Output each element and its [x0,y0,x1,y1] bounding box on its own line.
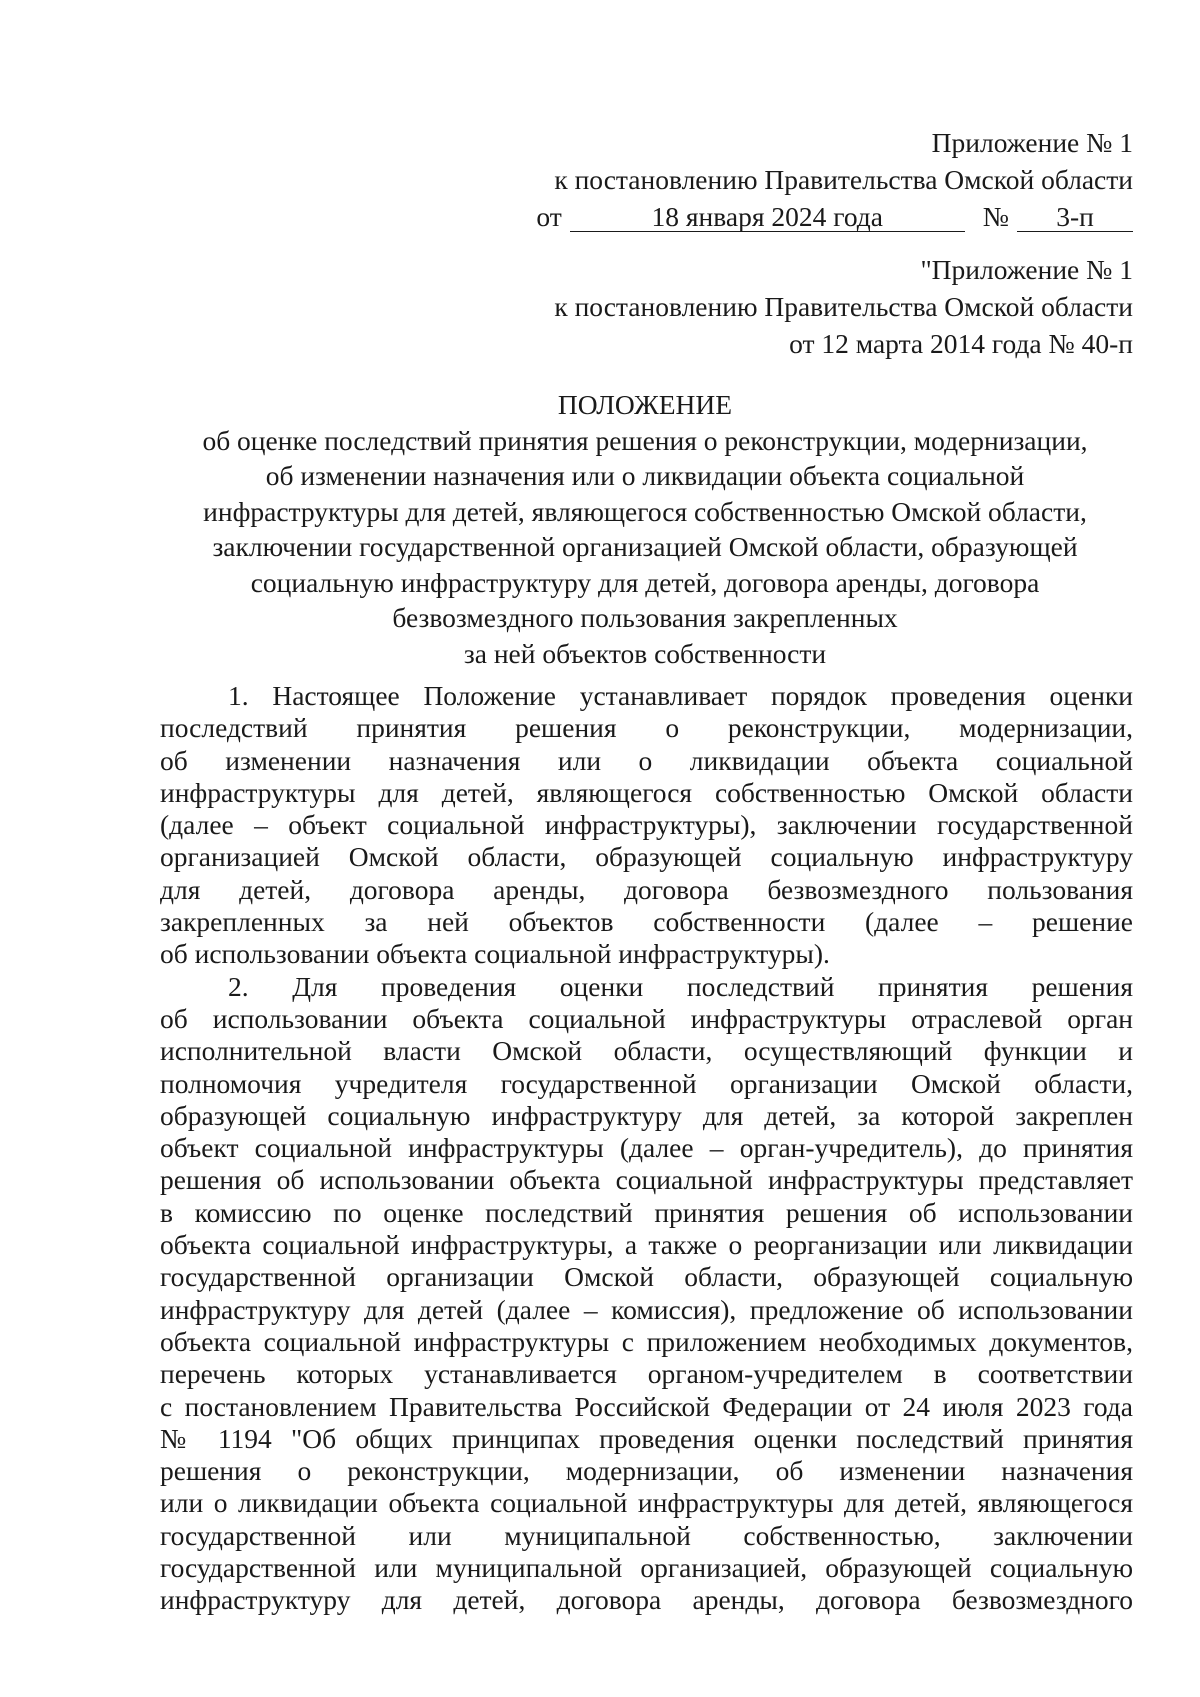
paragraph-line: последствий принятия решения о реконструкции, модернизации, [160,712,1133,744]
paragraph-line: об изменении назначения или о ликвидации объекта социальной [160,744,1133,776]
paragraph-line: решения об использовании объекта социальной инфраструктуры представляет [160,1164,1133,1196]
title-line: об оценке последствий принятия решения о реконструкции, модернизации, [202,424,1088,456]
original-appendix-date: от 12 марта 2014 года № 40-п [789,328,1133,359]
paragraph-line: инфраструктуру для детей, договора аренды, договора безвозмездного [160,1584,1133,1616]
paragraph-line: образующей социальную инфраструктуру для детей, за которой закреплен [160,1099,1133,1131]
title-line: инфраструктуры для детей, являющегося собственностью Омской области, [203,495,1087,527]
appendix-header-original [554,251,1133,362]
paragraph-line: для детей, договора аренды, договора безвозмездного пользования [160,873,1133,905]
paragraph-line: 2. Для проведения оценки последствий принятия решения [228,970,1133,1002]
paragraph-line: перечень которых устанавливается органом-учредителем в соответствии [160,1358,1133,1390]
paragraph-line: государственной или муниципальной собственностью, заключении [160,1519,1133,1551]
paragraph-line: инфраструктуры для детей, являющегося собственностью Омской области [160,776,1133,808]
paragraph-line: инфраструктуру для детей (далее – комиссия), предложение об использовании [160,1293,1133,1325]
date-prefix: от [536,201,562,232]
paragraph-line: организацией Омской области, образующей социальную инфраструктуру [160,841,1133,873]
title-heading: ПОЛОЖЕНИЕ [557,389,733,420]
number-sign: № [982,201,1009,232]
paragraph-line: государственной или муниципальной организацией, образующей социальную [160,1552,1133,1584]
paragraph-line: объекта социальной инфраструктуры с приложением необходимых документов, [160,1325,1133,1357]
title-line: об изменении назначения или о ликвидации объекта социальной [265,460,1025,491]
paragraph-line: (далее – объект социальной инфраструктуры), заключении государственной [160,809,1133,841]
appendix-header-current [536,124,1133,235]
paragraph-line: исполнительной власти Омской области, осуществляющий функции и [160,1035,1133,1067]
paragraph-line: решения о реконструкции, модернизации, об изменении назначения [160,1455,1133,1487]
appendix-title: Приложение № 1 [931,127,1133,158]
paragraph-line: или о ликвидации объекта социальной инфраструктуры для детей, являющегося [160,1487,1133,1519]
decree-number: 3-п [1017,203,1133,232]
document-title [120,387,1170,671]
title-line: социальную инфраструктуру для детей, договора аренды, договора [250,566,1040,598]
paragraph-line: полномочия учредителя государственной организации Омской области, [160,1067,1133,1099]
paragraph-line: объект социальной инфраструктуры (далее – орган-учредитель), до принятия [160,1132,1133,1164]
paragraph-line: 1. Настоящее Положение устанавливает порядок проведения оценки [228,680,1133,711]
paragraph-line: об использовании объекта социальной инфраструктуры). [160,938,830,970]
paragraph-line: государственной организации Омской области, образующей социальную [160,1261,1133,1293]
decree-date: 18 января 2024 года [570,203,965,232]
title-line: безвозмездного пользования закрепленных [392,602,898,633]
paragraph-line: объекта социальной инфраструктуры, а также о реорганизации или ликвидации [160,1229,1133,1261]
paragraph-line: с постановлением Правительства Российской Федерации от 24 июля 2023 года [160,1390,1133,1422]
original-appendix-title: "Приложение № 1 [920,254,1133,285]
appendix-decree-ref: к постановлению Правительства Омской области [554,164,1133,195]
title-line: за ней объектов собственности [463,637,827,669]
title-line: заключении государственной организацией Омской области, образующей [212,531,1078,562]
document-body [160,680,1133,1617]
original-appendix-decree-ref: к постановлению Правительства Омской области [554,291,1133,322]
paragraph-line: закрепленных за ней объектов собственности (далее – решение [160,906,1133,938]
appendix-date-line [536,198,1133,235]
paragraph-line: в комиссию по оценке последствий принятия решения об использовании [160,1196,1133,1228]
paragraph-line: об использовании объекта социальной инфраструктуры отраслевой орган [160,1002,1133,1034]
paragraph-line: № 1194 "Об общих принципах проведения оценки последствий принятия [160,1422,1133,1454]
